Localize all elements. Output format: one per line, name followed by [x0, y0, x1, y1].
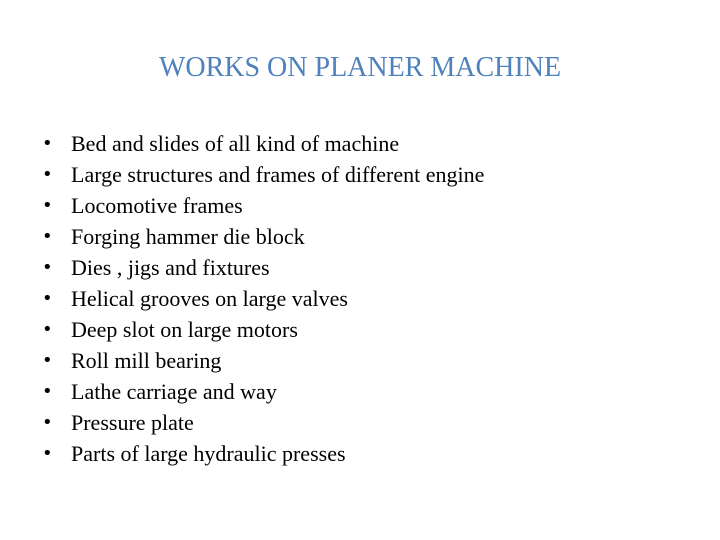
list-item-text: Parts of large hydraulic presses — [71, 441, 346, 466]
list-item-text: Large structures and frames of different engine — [71, 162, 485, 187]
bullet-icon: • — [42, 319, 53, 340]
list-item-text: Lathe carriage and way — [71, 379, 277, 404]
bullet-icon: • — [42, 443, 53, 464]
bullet-icon: • — [42, 350, 53, 371]
list-item-text: Roll mill bearing — [71, 348, 222, 373]
bullet-icon: • — [42, 412, 53, 433]
bullet-icon: • — [42, 288, 53, 309]
list-item-text: Helical grooves on large valves — [71, 286, 348, 311]
list-item-text: Pressure plate — [71, 410, 194, 435]
bullet-icon: • — [42, 195, 53, 216]
slide-title: WORKS ON PLANER MACHINE — [158, 52, 562, 83]
bullet-icon: • — [42, 164, 53, 185]
bullet-icon: • — [42, 257, 53, 278]
list-item-text: Bed and slides of all kind of machine — [71, 131, 400, 156]
list-item-text: Deep slot on large motors — [71, 317, 298, 342]
list-item-text: Dies , jigs and fixtures — [71, 255, 270, 280]
bullet-icon: • — [42, 133, 53, 154]
bullet-icon: • — [42, 226, 53, 247]
list-item-text: Locomotive frames — [71, 193, 243, 218]
bullet-icon: • — [42, 381, 53, 402]
list-item-text: Forging hammer die block — [71, 224, 305, 249]
